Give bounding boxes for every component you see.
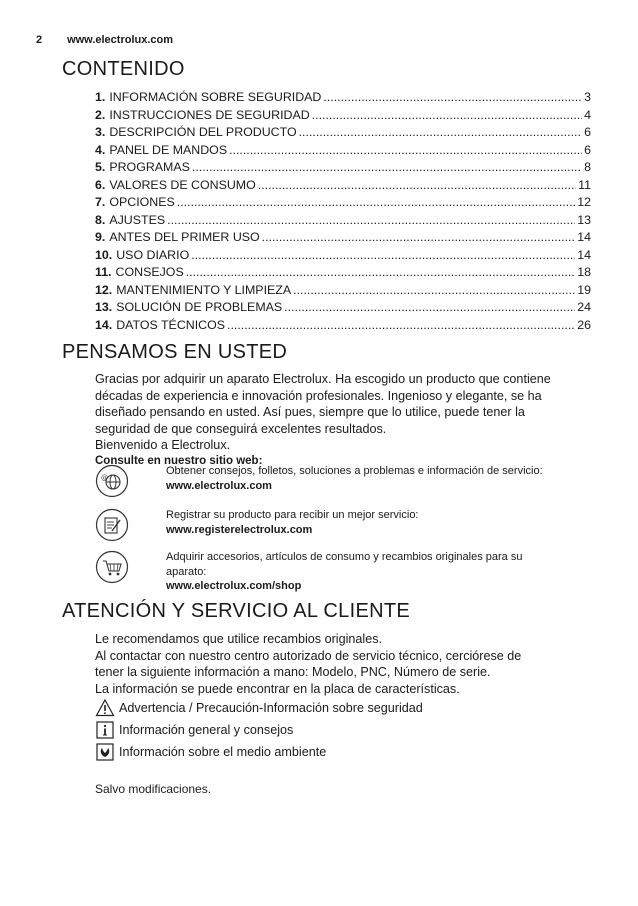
toc-number: 2. bbox=[95, 107, 106, 122]
toc-item[interactable] bbox=[95, 247, 591, 265]
toc-item[interactable] bbox=[95, 229, 591, 247]
toc-label: DESCRIPCIÓN DEL PRODUCTO bbox=[109, 125, 297, 139]
register-icon bbox=[95, 508, 129, 542]
footer-note: Salvo modificaciones. bbox=[95, 782, 212, 796]
toc-leader bbox=[312, 107, 582, 125]
toc-item[interactable] bbox=[95, 124, 591, 142]
globe-icon bbox=[95, 464, 129, 498]
toc-number: 1. bbox=[95, 90, 106, 104]
toc-label: INSTRUCCIONES DE SEGURIDAD bbox=[109, 107, 310, 122]
toc-item[interactable] bbox=[95, 107, 591, 125]
toc-label: MANTENIMIENTO Y LIMPIEZA bbox=[116, 282, 292, 297]
toc-page: 6 bbox=[584, 142, 591, 157]
toc-page: 26 bbox=[577, 317, 591, 332]
toc-page: 8 bbox=[584, 160, 591, 174]
service-paragraph bbox=[95, 631, 595, 697]
toc-item[interactable] bbox=[95, 212, 591, 230]
intro-line: diseñado pensando en usted. Así pues, siempre que lo utilice, puede tener la bbox=[95, 405, 525, 419]
legend-label: Información general y consejos bbox=[119, 723, 294, 737]
toc-leader bbox=[192, 159, 582, 177]
toc-number: 7. bbox=[95, 195, 106, 209]
toc-page: 13 bbox=[577, 212, 591, 227]
intro-paragraph bbox=[95, 371, 595, 469]
toc-page: 14 bbox=[577, 247, 591, 262]
toc-label: INFORMACIÓN SOBRE SEGURIDAD bbox=[109, 90, 322, 104]
site-url[interactable]: www.electrolux.com bbox=[67, 34, 174, 46]
intro-line: Gracias por adquirir un aparato Electrolux. Ha escogido un producto que contiene bbox=[95, 372, 551, 386]
toc-label: DATOS TÉCNICOS bbox=[116, 317, 226, 332]
intro-line: seguridad de que conseguirá excelentes resultados. bbox=[95, 421, 387, 436]
web-item-url[interactable]: www.registerelectrolux.com bbox=[166, 523, 313, 536]
page-number: 2 bbox=[36, 34, 43, 46]
cart-icon bbox=[95, 550, 129, 584]
service-line: Al contactar con nuestro centro autorizado de servicio técnico, cerciórese de bbox=[95, 648, 522, 663]
web-item-shop bbox=[95, 550, 595, 600]
intro-line: décadas de experiencia e innovación profesionales. Ingenioso y elegante, se ha bbox=[95, 388, 542, 403]
toc-label: SOLUCIÓN DE PROBLEMAS bbox=[116, 300, 283, 314]
web-item-url[interactable]: www.electrolux.com bbox=[166, 479, 272, 492]
toc-leader bbox=[293, 282, 575, 300]
toc-leader bbox=[191, 247, 575, 265]
warning-icon bbox=[95, 698, 115, 718]
svg-text:@: @ bbox=[101, 474, 108, 482]
legend-info bbox=[95, 719, 293, 741]
toc-leader bbox=[262, 229, 576, 247]
toc-number: 6. bbox=[95, 177, 106, 192]
toc-leader bbox=[227, 317, 575, 335]
legend-warning bbox=[95, 697, 423, 719]
toc-leader bbox=[167, 212, 575, 230]
web-item-text bbox=[166, 550, 596, 594]
toc-number: 9. bbox=[95, 230, 106, 244]
web-item-description-cont: aparato: bbox=[166, 565, 207, 578]
toc-number: 12. bbox=[95, 282, 113, 297]
toc-number: 3. bbox=[95, 125, 106, 139]
web-item-register bbox=[95, 508, 595, 548]
toc-item[interactable] bbox=[95, 299, 591, 317]
toc-page: 18 bbox=[577, 265, 591, 279]
toc-leader bbox=[323, 89, 582, 107]
toc-leader bbox=[299, 124, 582, 142]
toc-item[interactable] bbox=[95, 142, 591, 160]
legend-label: Información sobre el medio ambiente bbox=[119, 745, 327, 759]
intro-line: Bienvenido a Electrolux. bbox=[95, 438, 231, 452]
service-line: Le recomendamos que utilice recambios originales. bbox=[95, 632, 383, 646]
toc-number: 10. bbox=[95, 247, 113, 262]
toc-leader bbox=[284, 299, 575, 317]
toc-page: 6 bbox=[584, 125, 591, 139]
toc-number: 13. bbox=[95, 300, 113, 314]
web-item-text bbox=[166, 464, 596, 493]
table-of-contents bbox=[95, 89, 591, 334]
web-item-description: Registrar su producto para recibir un mejor servicio: bbox=[166, 509, 419, 521]
web-item-description: Obtener consejos, folletos, soluciones a problemas e información de servicio: bbox=[166, 465, 543, 477]
web-item-url[interactable]: www.electrolux.com/shop bbox=[166, 580, 302, 592]
toc-label: VALORES DE CONSUMO bbox=[109, 177, 256, 192]
toc-page: 19 bbox=[577, 282, 591, 297]
toc-leader bbox=[177, 194, 575, 212]
toc-item[interactable] bbox=[95, 159, 591, 177]
toc-number: 14. bbox=[95, 317, 113, 332]
page-header bbox=[36, 34, 173, 46]
toc-page: 3 bbox=[584, 90, 591, 104]
toc-label: ANTES DEL PRIMER USO bbox=[109, 230, 260, 244]
contents-title: CONTENIDO bbox=[62, 58, 185, 80]
toc-item[interactable] bbox=[95, 317, 591, 335]
toc-item[interactable] bbox=[95, 194, 591, 212]
toc-item[interactable] bbox=[95, 282, 591, 300]
toc-item[interactable] bbox=[95, 89, 591, 107]
toc-number: 8. bbox=[95, 212, 106, 227]
toc-number: 5. bbox=[95, 160, 106, 174]
toc-label: PANEL DE MANDOS bbox=[109, 142, 228, 157]
toc-label: PROGRAMAS bbox=[109, 160, 190, 174]
toc-label: USO DIARIO bbox=[116, 247, 190, 262]
legend-label: Advertencia / Precaución-Información sobre seguridad bbox=[119, 701, 423, 715]
toc-label: CONSEJOS bbox=[115, 265, 184, 279]
toc-label: AJUSTES bbox=[109, 212, 166, 227]
toc-label: OPCIONES bbox=[109, 195, 175, 209]
web-item-support bbox=[95, 464, 595, 504]
toc-number: 11. bbox=[95, 265, 112, 279]
web-heading: Consulte en nuestro sitio web: bbox=[95, 454, 263, 467]
toc-item[interactable] bbox=[95, 264, 591, 282]
environment-icon bbox=[95, 742, 115, 762]
service-title: ATENCIÓN Y SERVICIO AL CLIENTE bbox=[62, 600, 410, 622]
info-icon bbox=[95, 720, 115, 740]
toc-page: 12 bbox=[577, 195, 591, 209]
web-item-description: Adquirir accesorios, artículos de consumo y recambios originales para su bbox=[166, 551, 523, 563]
legend-environment bbox=[95, 741, 326, 763]
service-line: La información se puede encontrar en la placa de características. bbox=[95, 681, 460, 696]
service-line: tener la siguiente información a mano: Modelo, PNC, Número de serie. bbox=[95, 665, 491, 679]
toc-number: 4. bbox=[95, 142, 106, 157]
toc-item[interactable] bbox=[95, 177, 591, 195]
thinking-title: PENSAMOS EN USTED bbox=[62, 341, 288, 363]
toc-leader bbox=[186, 264, 575, 282]
toc-page: 11 bbox=[578, 177, 591, 192]
toc-leader bbox=[229, 142, 582, 160]
toc-page: 14 bbox=[577, 230, 591, 244]
toc-page: 4 bbox=[584, 107, 591, 122]
web-item-text bbox=[166, 508, 596, 537]
toc-leader bbox=[258, 177, 576, 195]
toc-page: 24 bbox=[577, 300, 591, 314]
